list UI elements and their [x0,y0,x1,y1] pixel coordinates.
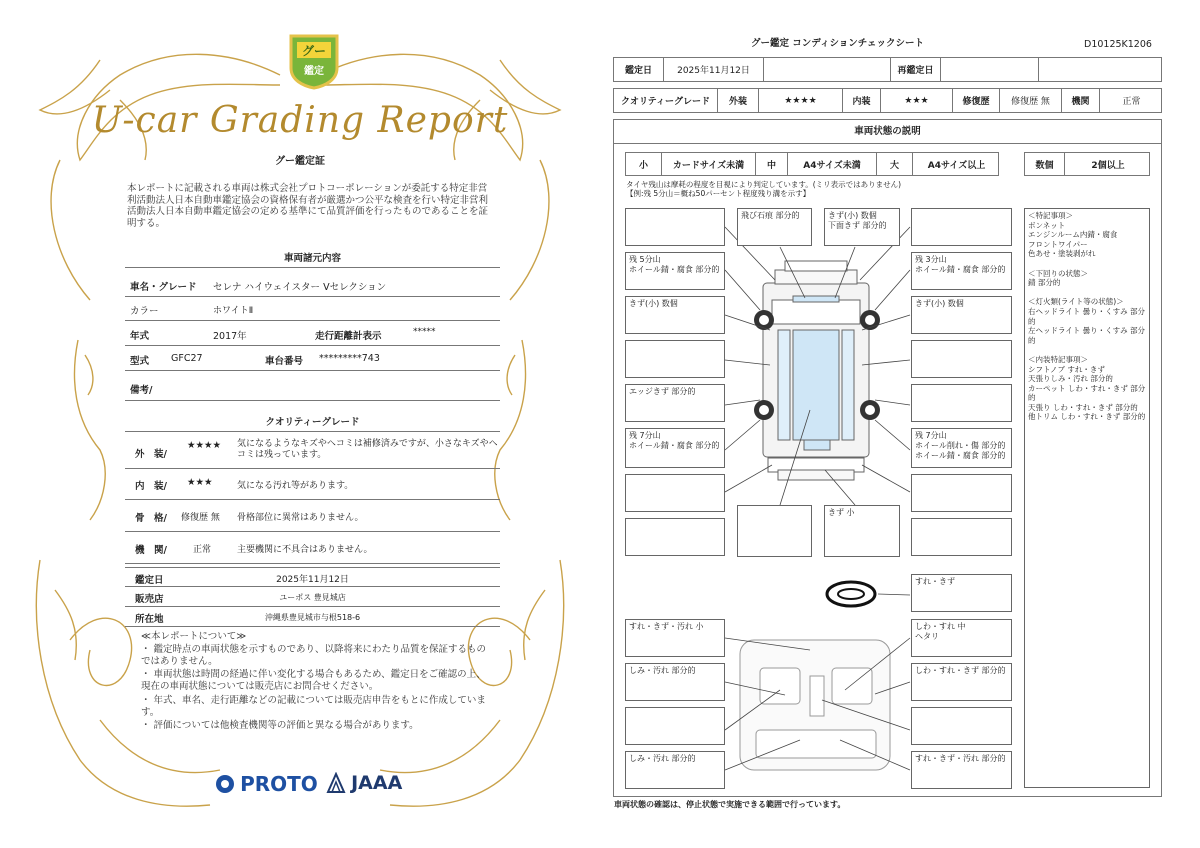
note-item: ・ 年式、車名、走行距離などの記載については販売店申告をもとに作成しています。 [141,695,486,718]
interior-box: すれ・きず [911,574,1012,612]
interior-text: 気になる汚れ等があります。 [237,481,354,491]
interior-box: しみ・汚れ 部分的 [625,663,725,701]
damage-box [911,384,1012,422]
damage-box [737,505,812,557]
quality-row-frame [125,500,500,532]
size-medium-value: A4サイズ未満 [788,153,877,175]
spec-row-remarks [125,371,500,401]
goo-appraisal-badge [287,30,341,90]
appraisal-date-label: 鑑定日 [135,575,164,586]
engine-value: 正常 [193,545,212,555]
damage-box: 残 5分山 ホイール錆・腐食 部分的 [625,252,725,290]
damage-box [625,518,725,556]
quality-section-title: クオリティーグレード [265,417,360,428]
remarks-label: 備考/ [130,385,153,396]
special-note-line: カーペット しわ・すれ・きず 部分的 [1028,383,1146,403]
damage-box: きず(小) 数個 下面きず 部分的 [824,208,900,246]
interior-box [625,707,725,745]
damage-box: 飛び石痕 部分的 [737,208,812,246]
frame-text: 骨格部位に異常はありません。 [237,513,364,523]
special-note-line: 錆 部分的 [1028,278,1061,288]
spec-row-color [125,297,500,321]
special-note-line: 天張り しわ・すれ・きず 部分的 [1028,402,1138,412]
interior-box: しわ・すれ 中 ヘタリ [911,619,1012,657]
interior-value: ★★★ [881,89,953,112]
chassis-value: *********743 [319,353,380,364]
engine-label: 機関 [1062,89,1100,112]
jaaa-logo [326,772,402,796]
note-item: ・ 鑑定時点の車両状態を示すものであり、以降将来にわたり品質を保証するものではありません。 [141,644,487,667]
special-note-line [1028,259,1146,269]
jaaa-logo-text: JAAA [351,772,403,794]
damage-box [911,518,1012,556]
mileage-label: 走行距離計表示 [315,331,382,342]
info-row-dealer [125,587,500,607]
repair-value: 修復歴 無 [1000,89,1062,112]
appraisal-date-value: 2025年11月12日 [276,575,349,585]
spec-row-name [125,272,500,297]
interior-box: しわ・すれ・きず 部分的 [911,663,1012,701]
mileage-value: ***** [413,327,436,337]
size-small-label: 小 [626,153,662,175]
interior-box: すれ・きず・汚れ 小 [625,619,725,657]
svg-text:鑑定: 鑑定 [304,66,324,77]
spec-row-year [125,321,500,346]
damage-box [625,474,725,512]
interior-stars: ★★★ [187,477,213,488]
interior-box: しみ・汚れ 部分的 [625,751,725,789]
count-label: 数個 [1025,153,1065,175]
special-note-line: フロントワイパー [1028,239,1088,249]
name-label: 車名・グレード [130,282,197,293]
damage-box: 残 7分山 ホイール錆・腐食 部分的 [625,428,725,468]
special-note-line: ＜灯火類(ライト等の状態)＞ [1028,297,1124,307]
special-note-line: エンジンルーム内錆・腐食 [1028,230,1118,240]
frame-label: 骨 格/ [135,513,167,524]
document-id: D10125K1206 [1084,39,1152,50]
note-item: ・ 車両状態は時間の経過に伴い変化する場合もあるため、鑑定日をご確認の上、現在の車両状態については販売店にお問合せください。 [141,669,486,692]
address-value: 沖縄県豊見城市与根518-6 [264,613,361,622]
damage-box: きず(小) 数個 [625,296,725,334]
interior-label: 内 装/ [135,481,167,492]
sheet-title: グー鑑定 コンディションチェックシート [750,38,925,49]
special-note-line: ＜下回りの状態＞ [1028,268,1088,278]
condition-check-sheet [600,0,1200,848]
damage-box: 残 7分山 ホイール削れ・傷 部分的 ホイール錆・腐食 部分的 [911,428,1012,468]
tire-note: 【例:残 5分山＝概ね50パーセント程度残り溝を示す】 [626,189,811,198]
engine-label: 機 関/ [135,545,167,556]
svg-text:グー: グー [301,44,327,58]
quality-title-row [125,405,500,432]
name-value: セレナ ハイウェイスター Vセレクション [213,282,387,293]
special-note-line [1028,345,1146,355]
spec-row-model [125,346,500,371]
repair-label: 修復歴 [953,89,1000,112]
interior-box: すれ・きず・汚れ 部分的 [911,751,1012,789]
size-medium-label: 中 [756,153,788,175]
certificate-title: グー鑑定証 [275,156,325,167]
note-item: ・ 評価については他検査機関等の評価と異なる場合があります。 [141,720,419,731]
engine-text: 主要機関に不具合はありません。 [237,545,373,555]
redate-label: 再鑑定日 [891,58,941,81]
color-value: ホワイトⅡ [213,306,254,316]
dealer-value: ユーポス 豊見城店 [279,593,346,602]
steering-wheel-icon [827,582,875,606]
damage-box [911,340,1012,378]
damage-box: 残 3分山 ホイール錆・腐食 部分的 [911,252,1012,290]
footer-note: 車両状態の確認は、停止状態で実施できる範囲で行っています。 [614,800,846,809]
address-label: 所在地 [135,614,164,625]
count-value: 2個以上 [1091,160,1125,171]
certificate-text: 本レポートに記載される車両は株式会社プロトコーポレーションが委託する特定非営利活動法人日本自動車鑑定協会の資格保有者が厳選かつ公平な検査を行い特定非営利活動法人日本自動車鑑定協会の定める基準にて品質評価を行ったものであることを証明する。 [127,183,489,229]
special-note-line: ＜特記事項＞ [1028,211,1073,220]
notes-title: ≪本レポートについて≫ [141,631,247,642]
date-value: 2025年11月12日 [664,58,764,81]
damage-box: きず(小) 数個 [911,296,1012,334]
special-note-line: 左ヘッドライト 曇り・くすみ 部分的 [1028,326,1146,345]
frame-value: 修復歴 無 [181,513,220,523]
special-note-line [1028,288,1146,298]
damage-box [911,208,1012,246]
proto-logo-text: PROTO [240,772,318,796]
dealer-label: 販売店 [135,594,164,605]
special-note-line: 右ヘッドライト 曇り・くすみ 部分的 [1028,306,1146,326]
model-label: 型式 [130,356,150,367]
quality-row-exterior [125,432,500,469]
date-label: 鑑定日 [614,58,664,81]
special-note-line: ＜内装特記事項＞ [1028,354,1088,364]
section-title: 車両状態の説明 [854,126,921,137]
info-row-date [125,567,500,587]
quality-grade-label: クオリティーグレード [614,89,718,112]
interior-box [911,707,1012,745]
report-title: U-car Grading Report [91,100,509,141]
year-label: 年式 [130,331,150,342]
damage-box: エッジきず 部分的 [625,384,725,422]
exterior-value: ★★★★ [759,89,843,112]
special-note-line: 天張りしみ・汚れ 部分的 [1028,374,1113,384]
spec-section-title: 車両諸元内容 [283,253,341,264]
special-note-line: ボンネット [1028,220,1066,230]
year-value: 2017年 [213,331,247,342]
color-label: カラー [130,306,159,317]
damage-box [911,474,1012,512]
quality-row-interior [125,469,500,500]
proto-logo [215,772,318,796]
special-note-line: 色あせ・塗装剥がれ [1028,249,1096,259]
spec-title-row [125,244,500,268]
damage-box [625,208,725,246]
damage-box: きず 小 [824,505,900,557]
exterior-label: 外 装/ [135,449,167,460]
exterior-stars: ★★★★ [187,440,222,451]
exterior-text: 気になるようなキズやヘコミは補修済みですが、小さなキズやヘコミは残っています。 [237,439,498,460]
proto-logo-icon [215,773,235,795]
tire-note: タイヤ残山は摩耗の程度を目視により判定しています。(ミリ表示ではありません) [626,180,902,189]
engine-value: 正常 [1122,97,1141,107]
special-notes-panel [1024,208,1150,788]
info-row-address [125,607,500,627]
jaaa-logo-icon [326,772,346,794]
exterior-label: 外装 [718,89,759,112]
quality-row-engine [125,532,500,564]
size-large-label: 大 [877,153,913,175]
model-value: GFC27 [171,353,203,364]
damage-box [625,340,725,378]
special-note-line: 他トリム しわ・すれ・きず 部分的 [1028,412,1146,422]
size-small-value: カードサイズ未満 [662,153,756,175]
size-large-value: A4サイズ以上 [927,160,986,171]
chassis-label: 車台番号 [265,356,304,367]
special-note-line: シフトノブ すれ・きず [1028,364,1105,374]
interior-label: 内装 [843,89,881,112]
